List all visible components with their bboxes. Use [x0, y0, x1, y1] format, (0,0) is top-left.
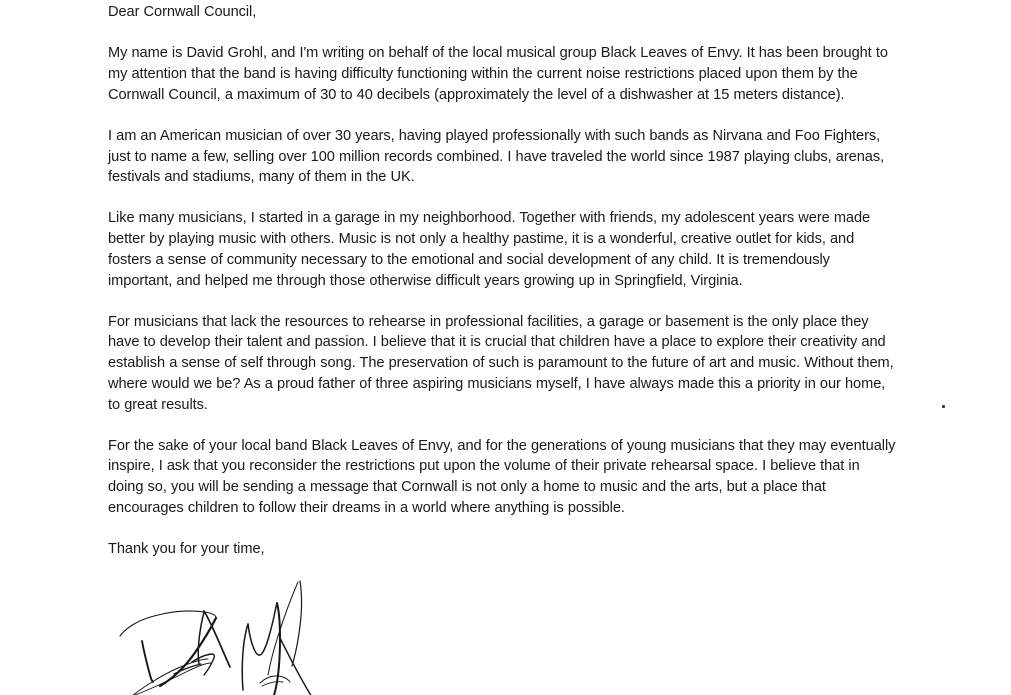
- letter-paragraph-1: My name is David Grohl, and I'm writing on behalf of the local musical group Black Leaves of Envy. It has been brought to my attention that the band is having difficulty functioning within the current noise restrictions placed upon them by the Cornwall Council, a maximum of 30 to 40 decibels (approximately the level of a dishwasher at 15 meters distance).: [108, 45, 888, 103]
- letter-salutation: Dear Cornwall Council,: [108, 4, 257, 20]
- signature-ink-icon: [112, 578, 327, 695]
- scan-speck-artifact: [942, 405, 945, 408]
- letter-paragraph-5: For the sake of your local band Black Leaves of Envy, and for the generations of young musicians that they may eventually inspire, I ask that you reconsider the restrictions put upon the volume of their private rehearsal space. I believe that in doing so, you will be sending a message that Cornwall is not only a home to music and the arts, but a place that encourages children to follow their dreams in a world where anything is possible.: [108, 437, 896, 516]
- letter-paragraph-3: Like many musicians, I started in a garage in my neighborhood. Together with friends, my adolescent years were made better by playing music with others. Music is not only a healthy pastime, it is a wonderful, creative outlet for kids, and fosters a sense of community necessary to the emotional and social development of any child. It is tremendously important, and helped me through those otherwise difficult years growing up in Springfield, Virginia.: [108, 210, 871, 289]
- letter-paragraph-2: I am an American musician of over 30 years, having played professionally with such bands as Nirvana and Foo Fighters, just to name a few, selling over 100 million records combined. I have traveled the world since 1987 playing clubs, arenas, festivals and stadiums, many of them in the UK.: [108, 127, 885, 186]
- letter-paragraph-4: For musicians that lack the resources to rehearse in professional facilities, a garage or basement is the only place they have to develop their talent and passion. I believe that it is crucial that children have a place to explore their creativity and establish a sense of self through song. The preservation of such is paramount to the future of art and music. Without them, where would we be? As a proud father of three aspiring musicians myself, I have always made this a priority in our home, to great results.: [108, 313, 894, 413]
- letter-closing: Thank you for your time,: [108, 541, 265, 558]
- handwritten-signature: [112, 578, 327, 695]
- letter-text-body: [108, 0, 898, 560]
